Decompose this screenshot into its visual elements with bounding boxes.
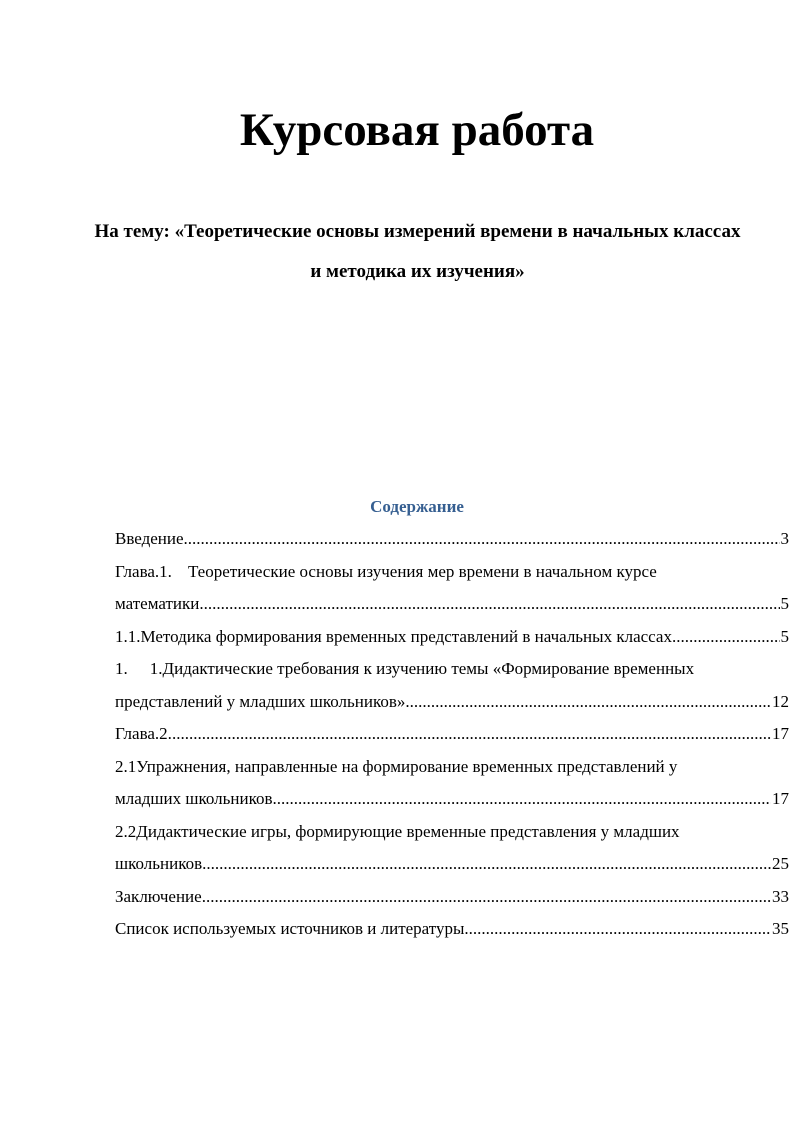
toc-leader-dots bbox=[464, 913, 771, 946]
toc-entry-section-1-2[interactable] bbox=[115, 653, 789, 718]
toc-page-number: 17 bbox=[772, 724, 789, 743]
toc-entry-title: Список используемых источников и литературы bbox=[115, 919, 465, 938]
toc-entry-section-2-1[interactable] bbox=[115, 751, 789, 816]
toc-entry-title-continued: младших школьников bbox=[115, 789, 273, 808]
toc-entry-chapter-2[interactable] bbox=[115, 718, 789, 751]
toc-leader-dots bbox=[405, 686, 771, 719]
toc-leader-dots bbox=[184, 523, 780, 556]
toc-page-number: 12 bbox=[772, 691, 789, 711]
toc-entry-conclusion[interactable] bbox=[115, 881, 789, 914]
toc-leader-dots bbox=[202, 848, 771, 881]
subtitle-line-1: На тему: «Теоретические основы измерений времени в начальных классах bbox=[94, 221, 741, 242]
toc-page-number: 5 bbox=[780, 626, 789, 646]
toc-leader-dots bbox=[199, 588, 779, 621]
toc-entry-title: 1.1.Методика формирования временных представлений в начальных классах bbox=[115, 626, 672, 646]
subtitle-line-2: и методика их изучения» bbox=[310, 261, 525, 282]
toc-entry-title: Глава.2. bbox=[115, 724, 172, 743]
toc-entry-title-continued: математики bbox=[115, 594, 200, 613]
toc-entry-introduction[interactable] bbox=[115, 523, 789, 556]
toc-entry-title-continued: представлений у младших школьников» bbox=[115, 691, 406, 711]
toc-page-number: 17 bbox=[772, 789, 789, 808]
toc-page-number: 25 bbox=[772, 854, 789, 873]
toc-leader-dots bbox=[672, 621, 780, 654]
table-of-contents bbox=[115, 523, 789, 946]
toc-entry-chapter-1[interactable] bbox=[115, 556, 789, 621]
toc-leader-dots bbox=[172, 718, 771, 751]
toc-entry-number: Глава.1. bbox=[115, 561, 172, 581]
toc-leader-dots bbox=[202, 881, 771, 914]
toc-entry-section-1-1[interactable] bbox=[115, 621, 789, 654]
toc-entry-title: Введение bbox=[115, 529, 184, 548]
toc-page-number: 5 bbox=[780, 594, 789, 613]
toc-leader-dots bbox=[273, 783, 772, 816]
document-title: Курсовая работа bbox=[239, 104, 595, 156]
toc-entry-title: 2.2Дидактические игры, формирующие временные представления у младших bbox=[115, 821, 680, 841]
toc-entry-title: 1.Дидактические требования к изучению темы «Формирование временных bbox=[149, 659, 695, 678]
toc-heading: Содержание bbox=[370, 497, 464, 516]
toc-entry-title: Заключение bbox=[115, 886, 202, 906]
toc-entry-title-continued: школьников bbox=[115, 854, 203, 873]
toc-page-number: 33 bbox=[772, 886, 789, 906]
toc-entry-number: 1. bbox=[115, 659, 128, 678]
toc-entry-bibliography[interactable] bbox=[115, 913, 789, 946]
toc-page-number: 35 bbox=[772, 919, 789, 938]
toc-entry-title: 2.1Упражнения, направленные на формирование временных представлений у bbox=[115, 756, 678, 776]
toc-entry-section-2-2[interactable] bbox=[115, 816, 789, 881]
toc-entry-title: Теоретические основы изучения мер времени в начальном курсе bbox=[187, 561, 657, 581]
toc-page-number: 3 bbox=[780, 529, 789, 548]
document-subtitle bbox=[40, 212, 795, 292]
